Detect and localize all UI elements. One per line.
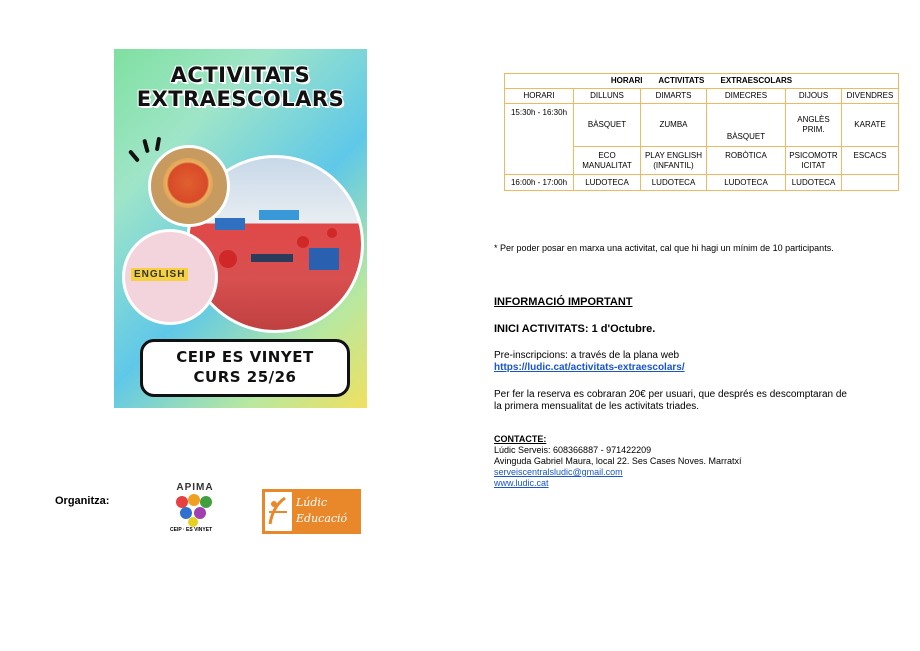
school-box [140,339,350,397]
contact-web-link[interactable]: www.ludic.cat [494,478,549,488]
table-cell: LUDOTECA [786,175,842,191]
gym-trampoline [251,254,293,262]
ludic-name: Lúdic [296,496,328,509]
gym-mat [215,218,245,230]
reserve-text-line1: Per fer la reserva es cobraran 20€ per usuari, que després es descomptaran de [494,389,847,400]
table-title: HORARI ACTIVITATS EXTRAESCOLARS [505,74,899,89]
activities-link[interactable]: https://ludic.cat/activitats-extraescolars/ [494,362,685,373]
school-year: CURS 25/26 [193,368,297,386]
preinscription-text: Pre-inscripcions: a través de la plana web [494,350,680,361]
ludic-figure-icon [265,492,292,531]
gym-ball [297,236,309,248]
info-heading: INFORMACIÓ IMPORTANT [494,296,633,308]
contact-email-link[interactable]: serveiscentralsludic@gmail.com [494,467,623,477]
english-blocks: ENGLISH [131,268,188,281]
table-cell [842,175,899,191]
table-cell: ROBÒTICA [707,147,786,175]
ludic-logo [262,489,361,534]
burst-ray [142,139,149,154]
english-photo [122,229,218,325]
header-cell: DIJOUS [786,89,842,104]
school-name: CEIP ES VINYET [176,348,314,366]
table-cell: ESCACS [842,147,899,175]
table-cell: BÀSQUET [574,104,641,147]
pizza-icon [163,158,213,208]
pizza-photo [148,145,230,227]
time-slot: 15:30h - 16:30h [505,104,574,175]
header-cell: HORARI [505,89,574,104]
gym-block [309,248,339,270]
gym-mat [259,210,299,220]
contact-heading: CONTACTE: [494,434,547,444]
gym-ball [219,250,237,268]
header-cell: DIMARTS [641,89,707,104]
time-slot: 16:00h - 17:00h [505,175,574,191]
header-cell: DIVENDRES [842,89,899,104]
apima-logo [170,480,220,536]
poster-title-line1: ACTIVITATS [170,63,311,87]
table-cell: ZUMBA [641,104,707,147]
organizer-label: Organitza: [55,495,110,507]
contact-phones: Lúdic Serveis: 608366887 - 971422209 [494,445,652,455]
activities-poster [114,49,367,408]
svg-text:APIMA: APIMA [176,482,214,493]
ludic-subtitle: Educació [296,512,348,525]
table-cell: BÀSQUET [707,104,786,147]
participants-note: * Per poder posar en marxa una activitat, cal que hi hagi un mínim de 10 participants. [494,243,834,253]
apima-subtitle: CEIP · ES VINYET [170,527,213,533]
contact-address: Avinguda Gabriel Maura, local 22. Ses Cases Noves. Marratxí [494,456,742,466]
header-cell: DIMECRES [707,89,786,104]
table-cell: ANGLÈS PRIM. [786,104,842,147]
table-cell: ECO MANUALITAT [574,147,641,175]
start-date: INICI ACTIVITATS: 1 d'Octubre. [494,323,656,335]
table-cell: LUDOTECA [707,175,786,191]
poster-title-line2: EXTRAESCOLARS [136,87,345,111]
table-cell: LUDOTECA [574,175,641,191]
table-cell: KARATE [842,104,899,147]
table-cell: PSICOMOTR ICITAT [786,147,842,175]
reserve-text-line2: la primera mensualitat de les activitats triades. [494,401,700,412]
burst-ray [128,149,140,162]
schedule-table [504,73,899,191]
table-cell: LUDOTECA [641,175,707,191]
gym-ball [327,228,337,238]
header-cell: DILLUNS [574,89,641,104]
burst-ray [155,137,161,151]
poster-title [124,63,357,111]
table-cell: PLAY ENGLISH (INFANTIL) [641,147,707,175]
